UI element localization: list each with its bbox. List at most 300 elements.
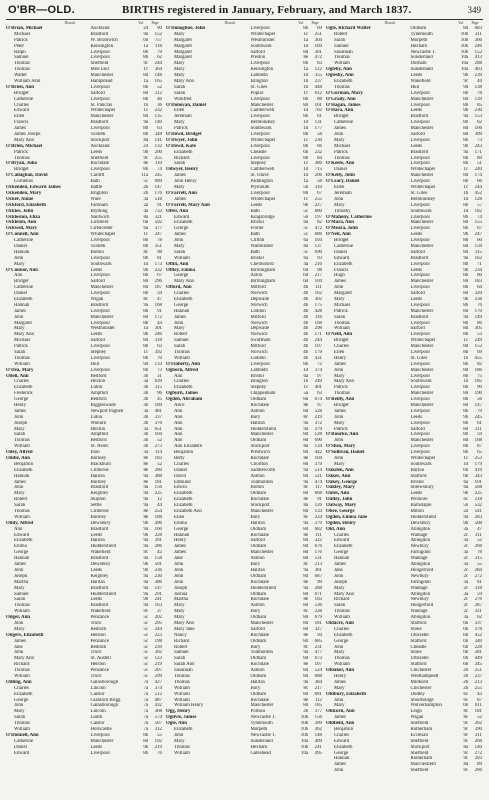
entry-district: Oldham bbox=[410, 26, 427, 31]
entry-district: Liverpool bbox=[90, 126, 110, 132]
entry-name: Edmund bbox=[174, 479, 191, 485]
entry-name: Elizabeth bbox=[174, 385, 193, 391]
entry-page: 147 bbox=[154, 185, 162, 191]
entry-district: Norwich bbox=[250, 302, 268, 308]
entry-name: John bbox=[14, 314, 24, 320]
entry-name: Jane bbox=[334, 567, 343, 573]
entry-name: Offley, Emma bbox=[166, 267, 196, 273]
entry-page: 67 bbox=[317, 190, 322, 196]
entry-volume: 1c bbox=[303, 137, 309, 143]
entry-district: Kensington bbox=[250, 67, 274, 73]
entry-name: Thomas bbox=[14, 721, 30, 727]
entry-district: Stepney bbox=[250, 161, 267, 167]
entry-district: Manchester bbox=[410, 220, 434, 226]
entry-volume: 5c bbox=[143, 632, 149, 638]
entry-district: Preston bbox=[250, 55, 266, 61]
entry-name: William Henry bbox=[174, 703, 204, 709]
entry-volume: 8c bbox=[303, 514, 309, 520]
entry-page: 148 bbox=[154, 73, 162, 79]
entry-district: Liverpool bbox=[90, 84, 110, 90]
entry-name: Samuel bbox=[334, 43, 349, 49]
entry-name: Joseph bbox=[14, 573, 28, 579]
entry-name: O'Donovan, Daniel bbox=[166, 102, 206, 108]
entry-volume: 9b bbox=[143, 532, 149, 538]
entry-page: 368 bbox=[154, 709, 162, 715]
entry-page: 236 bbox=[154, 567, 162, 573]
entry-district: Bradford bbox=[90, 485, 109, 491]
entry-district: Sunderland bbox=[410, 67, 433, 73]
entry-page: 123 bbox=[154, 656, 162, 662]
entry-page: 58 bbox=[317, 179, 322, 185]
page-title: BIRTHS registered in January, February, and March 1837. bbox=[122, 4, 412, 16]
district-heading: District bbox=[64, 21, 76, 25]
entry-volume: 8a bbox=[303, 503, 309, 509]
entry-volume: 9a bbox=[143, 544, 149, 550]
entry-name: Elizabeth bbox=[14, 467, 33, 473]
entry-page: 62 bbox=[477, 120, 482, 126]
entry-volume: 2c bbox=[463, 567, 469, 573]
entry-volume: 8b bbox=[463, 285, 469, 291]
entry-name: Catherine bbox=[14, 238, 34, 244]
entry-volume: 9a bbox=[463, 514, 469, 520]
entry-district: Leeds bbox=[410, 73, 423, 79]
entry-district: Salford bbox=[410, 132, 425, 138]
entry-page: 188 bbox=[154, 514, 162, 520]
entry-name: Edward bbox=[14, 750, 30, 756]
entry-volume: 8d bbox=[303, 691, 309, 697]
entry-volume: 10b bbox=[300, 732, 309, 738]
entry-district: Halifax bbox=[250, 520, 266, 526]
entry-page: 187 bbox=[154, 285, 162, 291]
entry-page: 278 bbox=[474, 626, 482, 632]
entry-district: Hungerford bbox=[410, 567, 434, 573]
entry-page: 64 bbox=[477, 285, 482, 291]
entry-district: Bury bbox=[250, 414, 261, 420]
entry-volume: 9a bbox=[143, 120, 149, 126]
entry-district: Liverpool bbox=[410, 102, 430, 108]
entry-volume: 1c bbox=[463, 456, 469, 462]
entry-page: 182 bbox=[474, 208, 482, 214]
entry-volume: 8d bbox=[463, 173, 469, 179]
entry-page: 237 bbox=[474, 673, 482, 679]
entry-page: 311 bbox=[474, 426, 482, 432]
entry-district: Oldham bbox=[250, 591, 267, 597]
entry-district: Bradford bbox=[410, 314, 429, 320]
entry-district: Birmingham bbox=[250, 267, 276, 273]
entry-volume: 3a bbox=[463, 550, 469, 556]
entry-district: Milton bbox=[410, 509, 424, 515]
entry-page: 249 bbox=[474, 338, 482, 344]
entry-district: Glanford Brigg bbox=[90, 697, 121, 703]
entry-name: Elizabeth bbox=[14, 296, 33, 302]
entry-page: 138 bbox=[474, 84, 482, 90]
entry-volume: 6b bbox=[303, 149, 309, 155]
entry-district: Leigh bbox=[410, 709, 422, 715]
entry-volume: 1d bbox=[303, 73, 309, 79]
entry-district: Rochdale bbox=[250, 403, 269, 408]
entry-volume: 8d bbox=[143, 90, 149, 96]
entry-name: Oddy, Alfred bbox=[6, 520, 34, 526]
entry-volume: 9c bbox=[463, 732, 469, 738]
entry-volume: 9a bbox=[303, 650, 309, 656]
entry-name: Oldacre, Ann bbox=[326, 620, 354, 626]
entry-volume: 8d bbox=[463, 132, 469, 138]
entry-district: Eton bbox=[90, 450, 100, 456]
entry-volume: 8b bbox=[463, 179, 469, 185]
entry-page: 80 bbox=[477, 273, 482, 279]
entry-page: 568 bbox=[474, 485, 482, 491]
entry-page: 176 bbox=[154, 190, 162, 196]
entry-volume: 8d bbox=[303, 509, 309, 515]
entry-name: Charles bbox=[14, 685, 29, 691]
entry-name: Elizabeth bbox=[174, 296, 193, 302]
entry-district: Brighton bbox=[90, 190, 108, 196]
entry-name: O'Shea, Mary bbox=[326, 444, 356, 450]
entry-name: Mary bbox=[174, 31, 185, 37]
entry-district: Durham bbox=[410, 61, 427, 67]
entry-name: Edward bbox=[14, 108, 30, 114]
entry-page: 75 bbox=[477, 373, 482, 379]
entry-name: Thomas bbox=[334, 84, 350, 90]
entry-page: 185 bbox=[474, 379, 482, 385]
entry-district: Stafford bbox=[410, 638, 427, 644]
entry-page: 477 bbox=[314, 650, 322, 656]
page-heading: Page bbox=[151, 21, 159, 25]
entry-district: Swaffham bbox=[250, 338, 271, 344]
entry-volume: 1a bbox=[143, 326, 149, 332]
entry-name: Sarah bbox=[14, 349, 26, 355]
entry-volume: 8b bbox=[143, 291, 149, 297]
entry-page: 312 bbox=[154, 90, 162, 96]
entry-volume: 9a bbox=[143, 526, 149, 532]
entry-volume: 6b bbox=[463, 467, 469, 473]
entry-name: George bbox=[14, 550, 29, 556]
entry-volume: 4b bbox=[303, 296, 309, 302]
entry-name: George bbox=[14, 397, 29, 403]
entry-district: Ampthill bbox=[90, 391, 109, 397]
entry-page: 168 bbox=[314, 320, 322, 326]
entry-page: 73 bbox=[477, 137, 482, 143]
entry-district: Bedford bbox=[90, 397, 107, 403]
entry-name: Edward bbox=[334, 738, 350, 744]
entry-district: Manchester bbox=[410, 344, 434, 350]
entry-page: 128 bbox=[474, 196, 482, 202]
entry-district: Liverpool bbox=[90, 320, 110, 326]
entry-name: Patrick bbox=[14, 344, 28, 350]
entry-district: Sheffield bbox=[410, 768, 429, 774]
entry-district: Truro bbox=[90, 673, 102, 679]
entry-volume: 1a bbox=[143, 79, 149, 85]
entry-page: 179 bbox=[314, 349, 322, 355]
entry-district: Liverpool bbox=[410, 361, 430, 367]
entry-page: 72 bbox=[317, 361, 322, 367]
entry-page: 337 bbox=[154, 414, 162, 420]
entry-district: Wantage bbox=[410, 609, 428, 615]
entry-volume: 9a bbox=[303, 520, 309, 526]
entry-district: Huddersfield bbox=[250, 426, 277, 432]
volume-heading: Vol. bbox=[298, 21, 304, 25]
entry-volume: 6b bbox=[463, 620, 469, 626]
entry-volume: 2b bbox=[143, 185, 149, 191]
entry-name: Thomas bbox=[14, 67, 30, 73]
entry-name: William bbox=[334, 662, 350, 668]
entry-district: Leeds bbox=[410, 414, 423, 420]
entry-page: 206 bbox=[314, 173, 322, 179]
volume-heading: Vol. bbox=[458, 21, 464, 25]
entry-district: Liverpool bbox=[250, 155, 270, 161]
entry-name: Daniel bbox=[174, 467, 188, 473]
entry-volume: 10b bbox=[300, 744, 309, 750]
entry-district: Bristol bbox=[250, 255, 264, 261]
entry-volume: 8e bbox=[303, 55, 309, 61]
entry-volume: 1a bbox=[143, 43, 149, 49]
entry-volume: 8d bbox=[463, 249, 469, 255]
entry-volume: 4b bbox=[303, 314, 309, 320]
entry-page: 104 bbox=[314, 456, 322, 462]
entry-page: 639 bbox=[154, 379, 162, 385]
entry-district: W. Bromwich bbox=[90, 37, 118, 43]
entry-name: John bbox=[174, 579, 184, 585]
entry-district: Salford bbox=[90, 90, 105, 96]
entry-district: Leeds bbox=[410, 232, 423, 238]
entry-name: Odell, Ann bbox=[6, 373, 29, 379]
entry-district: Norwich bbox=[250, 332, 268, 338]
entry-volume: 6b bbox=[463, 703, 469, 709]
entry-page: 287 bbox=[474, 603, 482, 609]
entry-volume: 9a bbox=[143, 591, 149, 597]
entry-district: Bristol bbox=[410, 479, 424, 485]
entry-volume: 10b bbox=[460, 37, 469, 43]
entry-page: 67 bbox=[477, 226, 482, 232]
entry-district: Bradford bbox=[410, 255, 429, 261]
entry-name: Mary bbox=[174, 615, 185, 621]
entry-volume: 9a bbox=[143, 556, 149, 562]
entry-page: 181 bbox=[314, 620, 322, 626]
entry-district: Oldham bbox=[250, 544, 267, 550]
entry-volume: 3a bbox=[143, 196, 149, 202]
entry-volume: 8c bbox=[303, 644, 309, 650]
entry-volume: 8c bbox=[143, 249, 149, 255]
entry-name: Oakey, George bbox=[326, 479, 357, 485]
entry-page: 52 bbox=[477, 538, 482, 544]
entry-volume: 5c bbox=[303, 226, 309, 232]
entry-volume: 3b bbox=[143, 385, 149, 391]
entry-district: Wantage bbox=[410, 532, 428, 538]
entry-volume: 9c bbox=[463, 726, 469, 732]
entry-name: Hugh bbox=[334, 273, 345, 279]
entry-name: Sarah bbox=[174, 344, 186, 350]
entry-district: Abingdon bbox=[410, 538, 431, 544]
entry-district: Liverpool bbox=[410, 137, 430, 143]
entry-volume: 7a bbox=[143, 715, 149, 721]
entry-name: Ogden, Henry bbox=[326, 520, 356, 526]
entry-district: Rotherham bbox=[410, 726, 433, 732]
entry-name: Thomas bbox=[334, 656, 350, 662]
entry-volume: 1c bbox=[463, 167, 469, 173]
entry-name: Sarah bbox=[14, 597, 26, 603]
entry-page: 531 bbox=[314, 556, 322, 562]
entry-page: 266 bbox=[474, 768, 482, 774]
entry-volume: 8d bbox=[303, 573, 309, 579]
entry-district: St. Pancras bbox=[90, 102, 113, 108]
entry-volume: 9b bbox=[143, 567, 149, 573]
entry-volume: 7a bbox=[143, 691, 149, 697]
entry-page: 702 bbox=[314, 108, 322, 114]
entry-name: Francis bbox=[334, 267, 349, 273]
entry-page: 674 bbox=[314, 397, 322, 403]
entry-page: 518 bbox=[154, 196, 162, 202]
entry-volume: 7a bbox=[143, 709, 149, 715]
entry-page: 536 bbox=[314, 603, 322, 609]
entry-volume: 5b bbox=[303, 185, 309, 191]
entry-volume: 8d bbox=[143, 73, 149, 79]
entry-name: Sarah bbox=[334, 314, 346, 320]
entry-volume: 8b bbox=[303, 96, 309, 102]
entry-volume: 8b bbox=[463, 137, 469, 143]
entry-volume: 3b bbox=[143, 414, 149, 420]
entry-district: Liverpool bbox=[410, 450, 430, 456]
entry-district: Liverpool bbox=[250, 361, 270, 367]
entry-district: Manchester bbox=[90, 114, 114, 120]
entry-list bbox=[326, 26, 482, 774]
entry-volume: 8b bbox=[143, 238, 149, 244]
entry-district: Blything bbox=[90, 208, 108, 214]
entry-district: Chichester bbox=[410, 685, 432, 691]
entry-district: Liverpool bbox=[90, 273, 110, 279]
entry-volume: 8d bbox=[303, 615, 309, 621]
entry-name: Catherine bbox=[14, 285, 34, 291]
entry-name: Elizabeth bbox=[14, 385, 33, 391]
entry-name: Ellen bbox=[14, 114, 25, 120]
entry-district: Biggleswade bbox=[90, 403, 116, 408]
entry-district: Cheadle bbox=[250, 149, 267, 155]
entry-name: Thomas bbox=[14, 155, 30, 161]
entry-volume: 8b bbox=[463, 361, 469, 367]
entry-page: 327 bbox=[314, 626, 322, 632]
entry-volume: 8d bbox=[303, 473, 309, 479]
entry-district: Liverpool bbox=[410, 261, 430, 267]
entry-page: 246 bbox=[474, 43, 482, 49]
entry-volume: 2c bbox=[463, 609, 469, 615]
entry-volume: 3a bbox=[143, 379, 149, 385]
entry-page: 219 bbox=[314, 414, 322, 420]
entry-page: 301 bbox=[314, 49, 322, 55]
entry-name: Mary bbox=[334, 650, 345, 656]
entry-name: James bbox=[14, 408, 26, 414]
entry-district: Keighley bbox=[90, 491, 109, 497]
entry-district: Barnstaple bbox=[410, 503, 432, 509]
entry-name: Henry bbox=[334, 673, 347, 679]
entry-volume: 3b bbox=[143, 444, 149, 450]
entry-page: 219 bbox=[154, 662, 162, 668]
entry-name: James bbox=[174, 173, 186, 179]
entry-volume: 8b bbox=[143, 355, 149, 361]
entry-name: Elizabeth bbox=[174, 491, 193, 497]
entry-volume: 1b bbox=[463, 190, 469, 196]
entry-page: 240 bbox=[474, 167, 482, 173]
entry-page: 197 bbox=[314, 214, 322, 220]
entry-volume: 2c bbox=[463, 532, 469, 538]
entry-name: Robert bbox=[174, 332, 188, 338]
entry-name: Offin, Ann bbox=[166, 261, 189, 267]
entry-page: 309 bbox=[474, 132, 482, 138]
entry-page: 160 bbox=[154, 526, 162, 532]
entry-name: Edward bbox=[14, 532, 30, 538]
entry-name: Hannah bbox=[174, 308, 190, 314]
entry-name: Elizabeth bbox=[174, 497, 193, 503]
entry-page: 52 bbox=[157, 84, 162, 90]
entry-district: Ashton bbox=[250, 556, 265, 562]
entry-district: Liverpool bbox=[410, 155, 430, 161]
entry-name: James bbox=[14, 308, 26, 314]
entry-district: Rochdale bbox=[250, 497, 269, 503]
entry-volume: 8c bbox=[303, 609, 309, 615]
entry-name: Ralph bbox=[14, 49, 26, 55]
entry-name: Mary bbox=[14, 626, 25, 632]
entry-name: Mary bbox=[14, 709, 25, 715]
entry-district: St. Giles bbox=[410, 190, 428, 196]
entry-name: Bridget bbox=[14, 167, 29, 173]
entry-volume: 8b bbox=[303, 61, 309, 67]
entry-district: Stourbridge bbox=[410, 697, 434, 703]
entry-district: Liverpool bbox=[410, 214, 430, 220]
entry-district: Liverpool bbox=[410, 349, 430, 355]
entry-page: 386 bbox=[314, 161, 322, 167]
entry-name: John bbox=[174, 732, 184, 738]
entry-page: 455 bbox=[474, 355, 482, 361]
entry-volume: 10a bbox=[461, 67, 469, 73]
entry-district: Liverpool bbox=[410, 432, 430, 438]
entry-page: 149 bbox=[474, 314, 482, 320]
entry-name: Ogburn, James bbox=[166, 391, 199, 397]
entry-page: 110 bbox=[154, 161, 162, 167]
entry-volume: 8c bbox=[463, 715, 469, 721]
entry-district: Southwark bbox=[250, 126, 272, 132]
entry-name: Odger, Ann bbox=[6, 615, 31, 621]
entry-volume: 6d bbox=[303, 279, 309, 285]
entry-volume: 5c bbox=[143, 626, 149, 632]
entry-page: 273 bbox=[154, 444, 162, 450]
entry-volume: 8d bbox=[463, 326, 469, 332]
entry-name: Samuel bbox=[14, 55, 29, 61]
entry-district: Manchester bbox=[250, 509, 274, 515]
entry-name: Mary bbox=[334, 137, 345, 143]
entry-volume: 7a bbox=[143, 697, 149, 703]
entry-name: Mary Ann bbox=[174, 279, 194, 285]
entry-name: Odwyer, Henry bbox=[166, 167, 199, 173]
entry-district: Liverpool bbox=[250, 26, 270, 31]
entry-volume: 8b bbox=[303, 132, 309, 138]
entry-district: Mitford bbox=[250, 285, 266, 291]
entry-district: Huddersfield bbox=[410, 514, 437, 520]
entry-district: Oldham bbox=[250, 526, 267, 532]
entry-district: Bath bbox=[90, 179, 100, 185]
entry-volume: 8d bbox=[143, 114, 149, 120]
entry-district: Blackburn bbox=[90, 461, 111, 467]
entry-page: 524 bbox=[314, 668, 322, 674]
entry-volume: 9a bbox=[143, 579, 149, 585]
entry-name: John bbox=[14, 414, 24, 420]
entry-volume: 5c bbox=[303, 249, 309, 255]
entry-volume: 8b bbox=[463, 432, 469, 438]
entry-name: Hannah bbox=[14, 249, 30, 255]
district-heading: District bbox=[224, 21, 236, 25]
entry-name: Richard bbox=[174, 638, 190, 644]
entry-page: 79 bbox=[477, 408, 482, 414]
entry-name: James bbox=[334, 679, 346, 685]
entry-name: James bbox=[174, 196, 186, 202]
entry-volume: 6a bbox=[143, 226, 149, 232]
